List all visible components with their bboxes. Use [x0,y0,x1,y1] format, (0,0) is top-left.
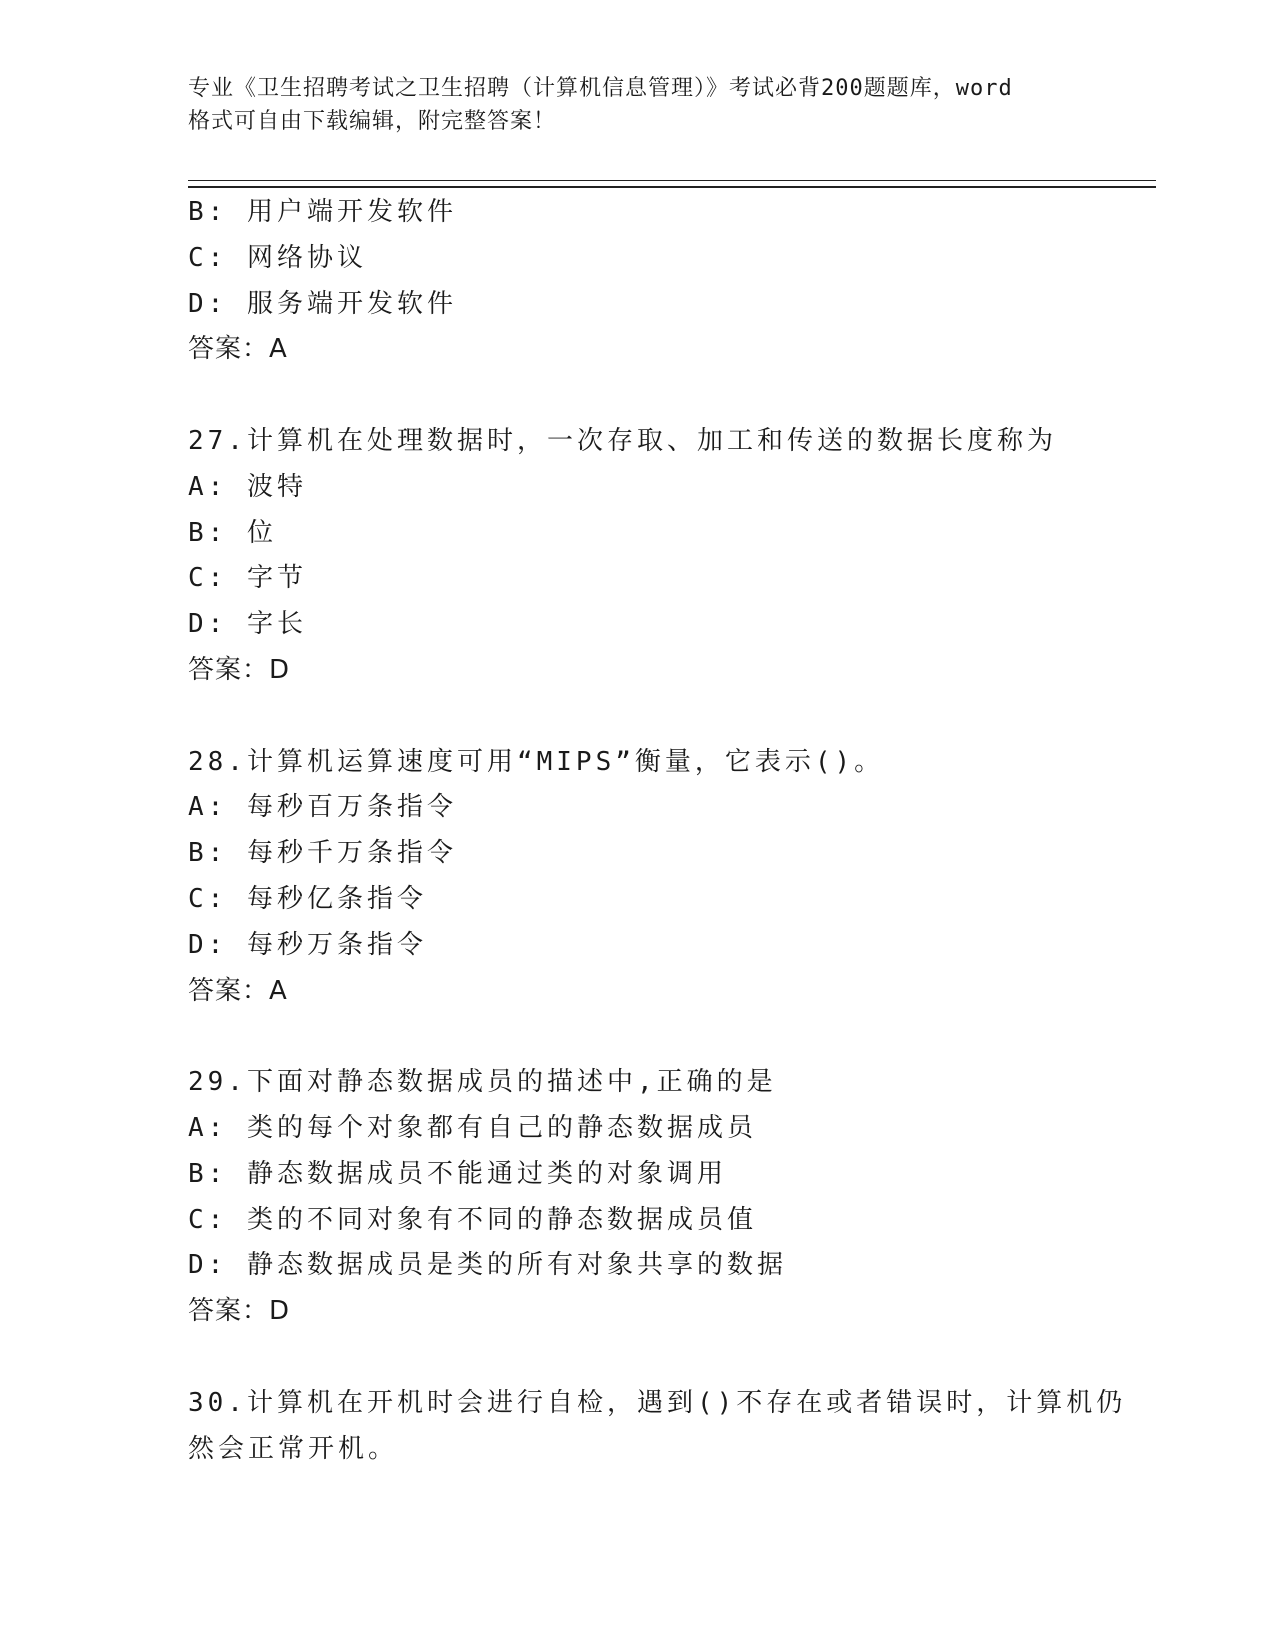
question-27-block [188,419,1148,694]
question-content [188,190,1148,1472]
spacer [188,373,1148,419]
option-a: A: 类的每个对象都有自己的静态数据成员 [188,1112,757,1143]
option-b: B: 位 [188,517,277,548]
spacer [188,694,1148,740]
spacer [188,1335,1148,1381]
option-a: A: 波特 [188,471,307,502]
option-b: B: 用户端开发软件 [188,197,457,227]
answer-line: 答案：A [188,334,288,365]
spacer [188,1014,1148,1060]
question-stem: 28.计算机运算速度可用“MIPS”衡量，它表示()。 [188,746,885,777]
option-b: B: 每秒千万条指令 [188,838,457,869]
answer-line: 答案：D [188,654,291,685]
option-d: D: 静态数据成员是类的所有对象共享的数据 [188,1250,787,1281]
option-c: C: 类的不同对象有不同的静态数据成员值 [188,1204,757,1235]
question-stem: 27.计算机在处理数据时，一次存取、加工和传送的数据长度称为 [188,425,1057,456]
header-divider [188,180,1156,188]
option-c: C: 字节 [188,563,307,594]
option-c: C: 每秒亿条指令 [188,883,427,914]
option-d: D: 服务端开发软件 [188,288,457,319]
question-30-block [188,1381,1148,1473]
option-b: B: 静态数据成员不能通过类的对象调用 [188,1158,727,1189]
option-d: D: 字长 [188,609,307,640]
question-stem: 29.下面对静态数据成员的描述中,正确的是 [188,1067,777,1098]
question-stem-line-2: 然会正常开机。 [188,1433,399,1464]
prev-question-block [188,190,1148,373]
page-header [188,72,1088,138]
header-line-2: 格式可自由下载编辑，附完整答案！ [188,109,557,134]
question-29-block [188,1060,1148,1335]
header-line-1: 专业《卫生招聘考试之卫生招聘（计算机信息管理）》考试必背200题题库，word [188,76,1013,101]
answer-line: 答案：A [188,975,288,1006]
question-stem-line-1: 30.计算机在开机时会进行自检，遇到()不存在或者错误时，计算机仍 [188,1387,1127,1418]
question-28-block [188,740,1148,1015]
answer-line: 答案：D [188,1296,291,1327]
option-c: C: 网络协议 [188,242,367,273]
option-d: D: 每秒万条指令 [188,929,427,960]
option-a: A: 每秒百万条指令 [188,792,457,823]
